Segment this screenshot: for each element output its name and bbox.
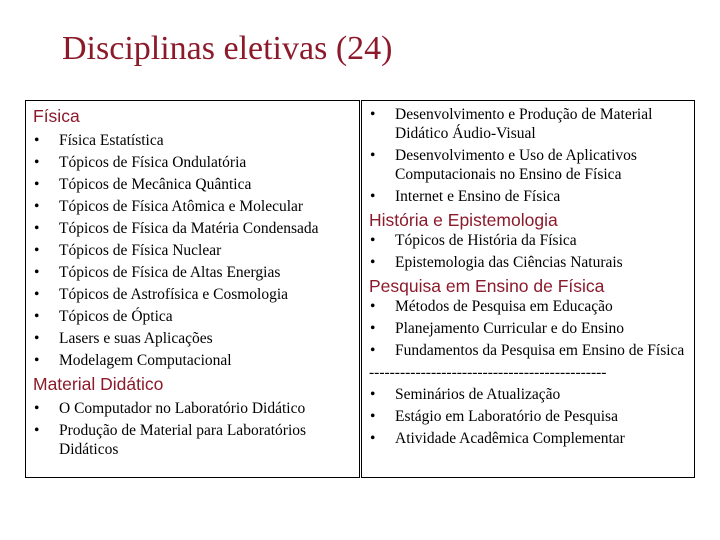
list-item: • Desenvolvimento e Produção de Material Didático Áudio-Visual xyxy=(370,106,653,142)
left-panel xyxy=(25,100,360,478)
list-item: • Tópicos de Física da Matéria Condensada xyxy=(34,220,319,237)
bullet-icon: • xyxy=(370,254,376,271)
bullet-icon: • xyxy=(370,430,376,447)
page-title: Disciplinas eletivas (24) xyxy=(62,30,393,67)
list-item: • Produção de Material para Laboratórios Didáticos xyxy=(34,422,307,458)
bullet-icon: • xyxy=(34,330,40,347)
list-item: • Tópicos de História da Física xyxy=(370,232,577,249)
bullet-icon: • xyxy=(370,320,376,337)
bullet-icon: • xyxy=(34,176,40,193)
bullet-icon: • xyxy=(370,106,376,123)
list-fisica xyxy=(33,131,355,370)
list-item: • Estágio em Laboratório de Pesquisa xyxy=(370,408,618,425)
list-item: • Métodos de Pesquisa em Educação xyxy=(370,298,613,315)
bullet-icon: • xyxy=(34,264,40,281)
bullet-icon: • xyxy=(370,298,376,315)
section-heading-fisica: Física xyxy=(33,106,80,126)
list-item: • Atividade Acadêmica Complementar xyxy=(370,430,625,447)
bullet-icon: • xyxy=(370,147,376,164)
bullet-icon: • xyxy=(34,132,40,149)
bullet-icon: • xyxy=(34,352,40,369)
bullet-icon: • xyxy=(370,342,376,359)
bullet-icon: • xyxy=(370,386,376,403)
list-item: • Lasers e suas Aplicações xyxy=(34,330,213,347)
list-item: • Seminários de Atualização xyxy=(370,386,561,403)
bullet-icon: • xyxy=(34,220,40,237)
list-top-items xyxy=(369,105,690,206)
list-item: • Desenvolvimento e Uso de Aplicativos Computacionais no Ensino de Física xyxy=(370,147,637,183)
bullet-icon: • xyxy=(34,242,40,259)
list-item: • Tópicos de Óptica xyxy=(34,308,173,325)
bullet-icon: • xyxy=(370,188,376,205)
section-heading-historia-epistemologia: História e Epistemologia xyxy=(369,210,558,230)
list-item: • Tópicos de Astrofísica e Cosmologia xyxy=(34,286,289,303)
bullet-icon: • xyxy=(370,232,376,249)
separator-line: ---------------------------------------------- xyxy=(369,364,607,381)
list-item: • Tópicos de Física Nuclear xyxy=(34,242,222,259)
list-item: • Tópicos de Física Atômica e Molecular xyxy=(34,198,304,215)
bullet-icon: • xyxy=(34,400,40,417)
list-historia-epistemologia xyxy=(369,231,690,272)
bullet-icon: • xyxy=(34,198,40,215)
list-item: • Física Estatística xyxy=(34,132,164,149)
section-heading-material-didatico: Material Didático xyxy=(33,374,164,394)
list-pesquisa-ensino xyxy=(369,297,690,360)
list-material-didatico xyxy=(33,399,355,459)
list-item: • Modelagem Computacional xyxy=(34,352,232,369)
bullet-icon: • xyxy=(34,422,40,439)
section-heading-pesquisa-ensino: Pesquisa em Ensino de Física xyxy=(369,276,605,296)
list-item: • O Computador no Laboratório Didático xyxy=(34,400,306,417)
list-bottom-items xyxy=(369,385,690,448)
list-item: • Epistemologia das Ciências Naturais xyxy=(370,254,623,271)
right-panel xyxy=(361,100,695,478)
bullet-icon: • xyxy=(370,408,376,425)
bullet-icon: • xyxy=(34,154,40,171)
list-item: • Tópicos de Física Ondulatória xyxy=(34,154,247,171)
list-item: • Tópicos de Mecânica Quântica xyxy=(34,176,252,193)
bullet-icon: • xyxy=(34,286,40,303)
bullet-icon: • xyxy=(34,308,40,325)
list-item: • Tópicos de Física de Altas Energias xyxy=(34,264,281,281)
list-item: • Planejamento Curricular e do Ensino xyxy=(370,320,624,337)
list-item: • Fundamentos da Pesquisa em Ensino de Física xyxy=(370,342,685,359)
list-item: • Internet e Ensino de Física xyxy=(370,188,561,205)
